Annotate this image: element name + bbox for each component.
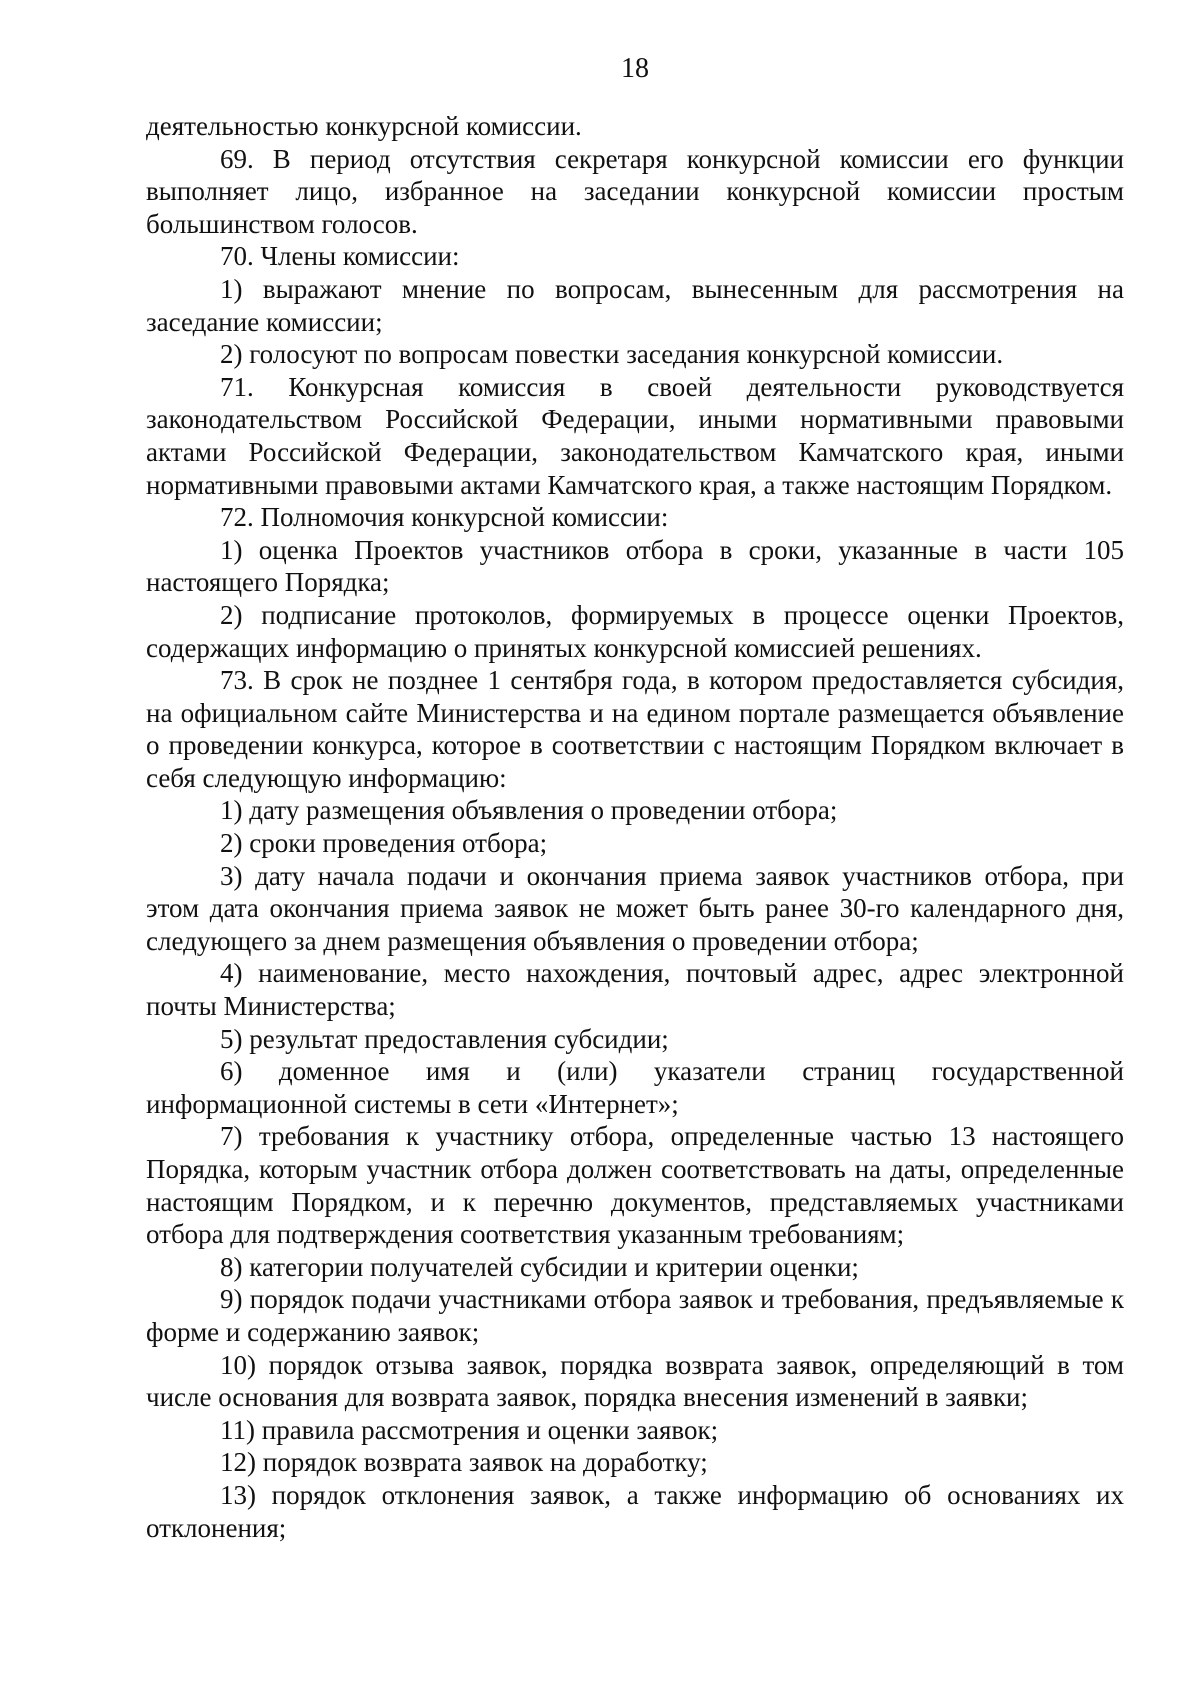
paragraph-73-item-11: 11) правила рассмотрения и оценки заявок; <box>220 1414 719 1445</box>
paragraph-73-item-7: 7) требования к участнику отбора, определенные частью 13 настоящего Порядка, которым участник отбора должен соответствовать на даты, определенные настоящим Порядком, и к перечню документов, представляемых участниками отбора для подтверждения соответствия указанным требованиям; <box>146 1121 1124 1250</box>
paragraph-73-item-1: 1) дату размещения объявления о проведении отбора; <box>220 795 838 826</box>
paragraph-73-item-10: 10) порядок отзыва заявок, порядка возврата заявок, определяющий в том числе основания для возврата заявок, порядка внесения изменений в заявки; <box>146 1349 1124 1413</box>
paragraph-70-item-1: 1) выражают мнение по вопросам, вынесенным для рассмотрения на заседание комиссии; <box>146 273 1124 337</box>
paragraph-73-item-2: 2) сроки проведения отбора; <box>220 828 548 859</box>
paragraph-73-item-4: 4) наименование, место нахождения, почтовый адрес, адрес электронной почты Министерства; <box>146 958 1124 1022</box>
paragraph-73-item-5: 5) результат предоставления субсидии; <box>220 1023 669 1054</box>
paragraph-73-item-8: 8) категории получателей субсидии и критерии оценки; <box>220 1251 859 1282</box>
paragraph-71: 71. Конкурсная комиссия в своей деятельности руководствуется законодательством Российской Федерации, иными нормативными правовыми актами Российской Федерации, законодательством Камчатского края, иными нормативными правовыми актами Камчатского края, а также настоящим Порядком. <box>146 371 1124 500</box>
document-body <box>146 110 1124 1544</box>
paragraph-72-item-1: 1) оценка Проектов участников отбора в сроки, указанные в части 105 настоящего Порядка; <box>146 534 1124 598</box>
page-number: 18 <box>621 53 649 84</box>
paragraph-73-item-9: 9) порядок подачи участниками отбора заявок и требования, предъявляемые к форме и содержанию заявок; <box>146 1284 1124 1347</box>
paragraph-70-item-2: 2) голосуют по вопросам повестки заседания конкурсной комиссии. <box>220 339 1004 370</box>
paragraph-72: 72. Полномочия конкурсной комиссии: <box>220 502 669 533</box>
paragraph-73: 73. В срок не позднее 1 сентября года, в котором предоставляется субсидия, на официальном сайте Министерства и на едином портале размещается объявление о проведении конкурса, которое в соответствии с настоящим Порядком включает в себя следующую информацию: <box>146 665 1124 793</box>
paragraph-70: 70. Члены комиссии: <box>220 241 460 272</box>
paragraph-73-item-6: 6) доменное имя и (или) указатели страниц государственной информационной системы в сети «Интернет»; <box>146 1056 1124 1119</box>
paragraph-continuation: деятельностью конкурсной комиссии. <box>146 111 582 141</box>
paragraph-73-item-13: 13) порядок отклонения заявок, а также информацию об основаниях их отклонения; <box>146 1479 1124 1543</box>
paragraph-69: 69. В период отсутствия секретаря конкурсной комиссии его функции выполняет лицо, избранное на заседании конкурсной комиссии простым большинством голосов. <box>146 143 1124 239</box>
paragraph-73-item-3: 3) дату начала подачи и окончания приема заявок участников отбора, при этом дата окончания приема заявок не может быть ранее 30-го календарного дня, следующего за днем размещения объявления о проведении отбора; <box>146 860 1124 956</box>
paragraph-72-item-2: 2) подписание протоколов, формируемых в процессе оценки Проектов, содержащих информацию о принятых конкурсной комиссией решениях. <box>146 599 1124 663</box>
paragraph-73-item-12: 12) порядок возврата заявок на доработку; <box>220 1447 708 1478</box>
